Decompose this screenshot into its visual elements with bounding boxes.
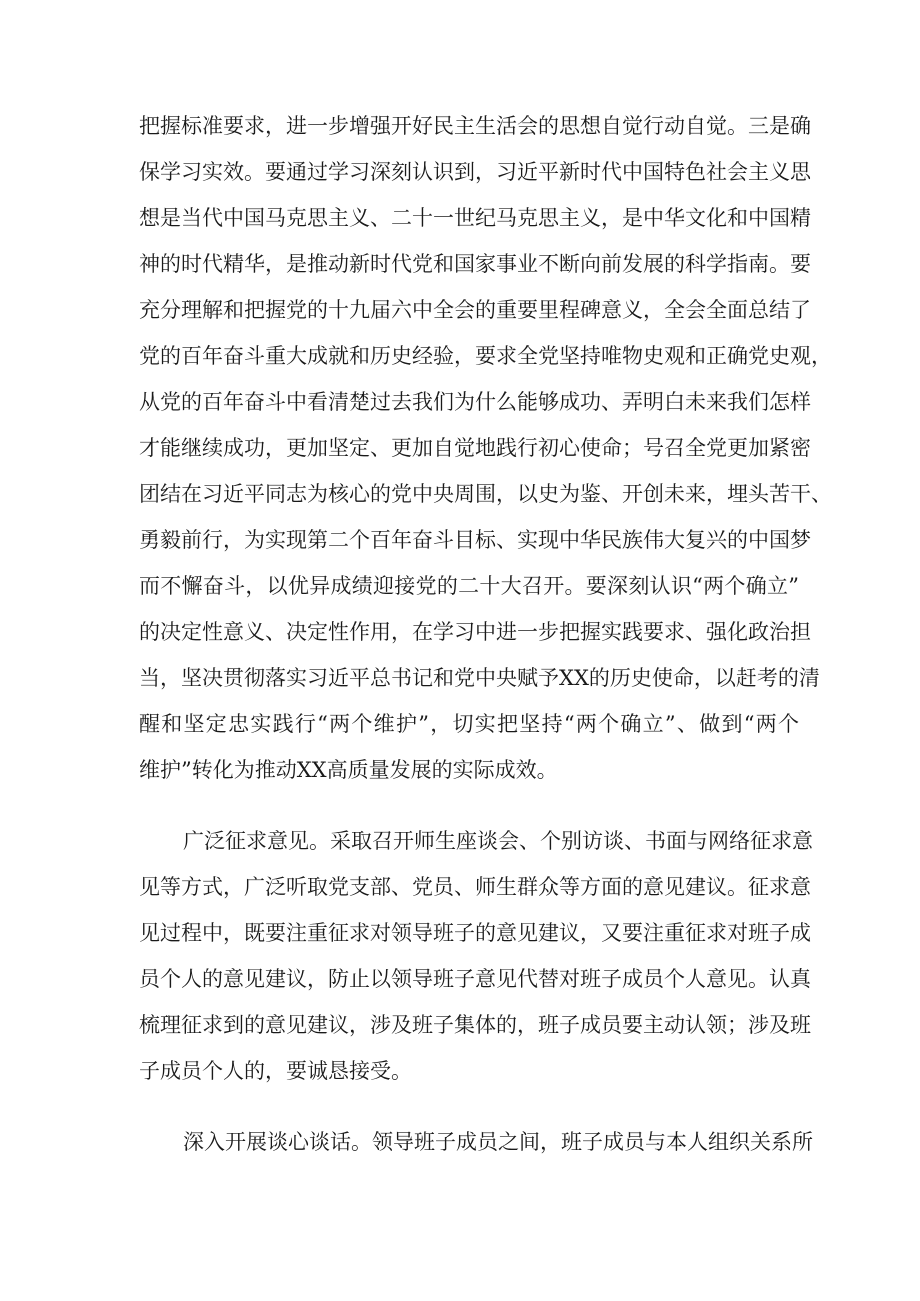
text-line: 员个人的意见建议，防止以领导班子意见代替对班子成员个人意见。认真 — [139, 967, 811, 991]
text-line: 的决定性意义、决定性作用，在学习中进一步把握实践要求、强化政治担 — [139, 620, 811, 644]
text-line: 神的时代精华，是推动新时代党和国家事业不断向前发展的科学指南。要 — [139, 252, 811, 276]
text-line: 而不懈奋斗，以优异成绩迎接党的二十大召开。要深刻认识“两个确立” — [139, 574, 799, 598]
paragraph-spacer — [139, 793, 799, 818]
text-line: 当，坚决贯彻落实习近平总书记和党中央赋予XX的历史使命，以赶考的清 — [139, 666, 820, 690]
text-line: 想是当代中国马克思主义、二十一世纪马克思主义，是中华文化和中国精 — [139, 206, 811, 230]
text-line: 党的百年奋斗重大成就和历史经验，要求全党坚持唯物史观和正确党史观， — [139, 344, 832, 368]
text-line: 深入开展谈心谈话。领导班子成员之间，班子成员与本人组织关系所 — [183, 1130, 813, 1154]
paragraph — [139, 103, 832, 793]
text-line: 梳理征求到的意见建议，涉及班子集体的，班子成员要主动认领；涉及班 — [139, 1013, 811, 1037]
text-line: 醒和坚定忠实践行“两个维护”，切实把坚持“两个确立”、做到“两个 — [139, 712, 799, 736]
paragraph — [139, 1119, 813, 1165]
text-line: 勇毅前行，为实现第二个百年奋斗目标、实现中华民族伟大复兴的中国梦 — [139, 528, 811, 552]
text-line: 才能继续成功，更加坚定、更加自觉地践行初心使命；号召全党更加紧密 — [139, 436, 811, 460]
text-line: 维护”转化为推动XX高质量发展的实际成效。 — [139, 758, 558, 782]
text-line: 见等方式，广泛听取党支部、党员、师生群众等方面的意见建议。征求意 — [139, 875, 811, 899]
document-body — [139, 103, 832, 1165]
text-line: 从党的百年奋斗中看清楚过去我们为什么能够成功、弄明白未来我们怎样 — [139, 390, 811, 414]
paragraph — [139, 818, 813, 1094]
text-line: 保学习实效。要通过学习深刻认识到，习近平新时代中国特色社会主义思 — [139, 160, 811, 184]
text-line: 团结在习近平同志为核心的党中央周围，以史为鉴、开创未来，埋头苦干、 — [139, 482, 832, 506]
text-line: 子成员个人的，要诚恳接受。 — [139, 1059, 412, 1083]
text-line: 把握标准要求，进一步增强开好民主生活会的思想自觉行动自觉。三是确 — [139, 114, 811, 138]
text-line: 见过程中，既要注重征求对领导班子的意见建议，又要注重征求对班子成 — [139, 921, 811, 945]
paragraph-spacer — [139, 1094, 799, 1119]
text-line: 充分理解和把握党的十九届六中全会的重要里程碑意义，全会全面总结了 — [139, 298, 811, 322]
text-line: 广泛征求意见。采取召开师生座谈会、个别访谈、书面与网络征求意 — [183, 829, 813, 853]
